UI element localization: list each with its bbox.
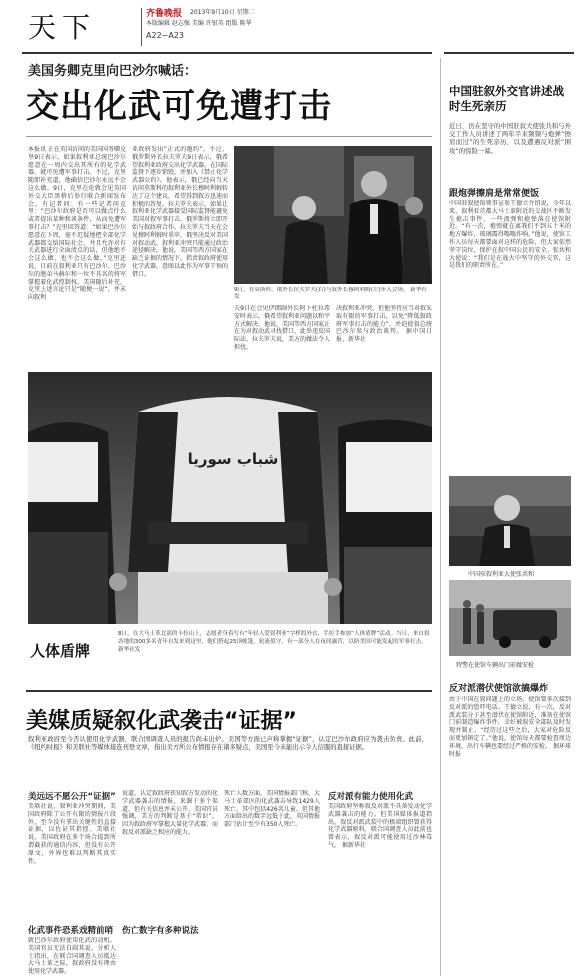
issue-date: 2013年9月10日 星期二 [190,9,255,16]
sidebar-intro: 近日，仍在坚守的中国驻叙大使张共和与外交工作人员讲述了两年半来频频与炮弹“擦肩而过”的生死亲历，以及遭遇反对派“围攻”的惊险一幕。 [449,122,571,155]
editor-credits: 本版编辑 赵志强 美编 许银英 组版 陈华 [146,20,252,27]
diplomats-photo-caption: 9日，在莫斯科，俄外长拉夫罗夫(右)与叙外长穆阿利姆(左)步入会场。 新华社发 [234,287,428,300]
ambassador-caption: 中国驻叙利亚大使张共和 [468,571,535,578]
second-lead: 叙利亚政府至今否认使用化学武器，联合国调查人员的报告尚未出炉。美国等方面已声称掌握“证据”，认定巴沙尔政府应为袭击负责。此前，《纽约时报》和美联社等媒体接连刊登文章，指出美方所公布情报存在诸多疑点，美国至今未能出示令人信服的直接证据。 [28,736,428,752]
sub-heading-2: 化武事件恐系戏精前哨 [28,926,114,936]
photo-title: 人体盾牌 [30,642,91,660]
second-column-1: 美联社说，叙利亚冲突期间，美国政府除了公开有限的情报片段外，至今没有拿出关键性的直接证据，以佐证其指控。美联社说，美国政府在多个场合提到所谓截获的通信内容，但没有公开原文，外界也难以判断其真实性。 [28,803,116,865]
sub-heading-4: 反对派有能力使用化武 [328,792,414,802]
sidebar-column-1: 中国驻叙使馆领事宣参王德立介绍说，今年以来，叙利亚首都大马士革附近的交战区不断发生炮击事件，一些流弹和炮弹落在使馆附近。“有一次，炮弹就在离我们不到五十米的地方爆炸，玻璃震得嗡嗡作响。”他说，使馆工作人员每天都要面对这样的危险，但大家依然坚守岗位，保护在叙中国公民的安全。张共和大使说：“我们是在战火中坚守的外交官，这是我们的职责所在。” [449,200,571,270]
sub-heading-3: 伤亡数字有多种说法 [122,926,199,936]
second-column-3: 说道，认定叙政府获知叙方发动的化学武器袭击的情报，来源于多个渠道，但有关信息并未公开。美国官员强调，美方的判断是基于“常识”，因为叙政府军掌握大量化学武器，而叙反对派缺乏相应的能力。 [122,790,218,836]
sidebar-sub-heading-2: 反对派潜伏使馆欲搞爆炸 [449,684,549,694]
sidebar-column-2: 由于中国在叙问题上的立场，使馆曾多次接到反对派的恐吓电话。王德立说，有一次，反对派武装分子甚至潜伏在使馆附近，准备在使馆门前制造爆炸事件，幸好被叙安全部队及时发现并制止。“经历过这些之后，大家对危险反而更加镇定了。”他说，使馆每天都要检查周边环境，出行车辆也要经过严格的安检。 据环球时报 [449,696,571,758]
lead-headline: 交出化武可免遭打击 [26,86,332,125]
lead-column-1: 本报讯 正在英国访问的美国国务卿克里9日表示，如果叙利亚总统巴沙尔愿意在一周内交出其所有的化学武器，就可免遭军事打击。不过，克里随即补充道，他确信巴沙尔永远不会这么做。9日，克里在伦敦会见英国外交大臣黑格后举行联合新闻发布会。有记者问：有一些记者问克里：“巴沙尔政府是否可以做点什么或者提出某种和谈条件，从而免遭军事打击？”克里回答道：“如果巴沙尔愿意在下周，毫不迟疑地把全部化学武器都交给国际社会，并且允许对有关武器进行全面清点的话，但他绝不会这么做，也不会这么做。”克里还说，目前在叙利亚只有巴沙尔、巴沙尔的胞弟马赫尔和一位不具名的将军掌握着化武控制权。美国随后补充，克里上述言论只是“随便一说”，并未向叙利 [28,146,126,302]
second-column-4: 死亡人数方面，美国情报部门称，大马士革郊区的化武袭击导致1429人死亡，其中包括426名儿童。但其他方面给出的数字远低于此，英国情报部门估计至少有350人死亡。 [224,790,320,829]
paper-name-logo: 齐鲁晚报 [146,9,183,19]
second-headline: 美媒质疑叙化武袭击“证据” [26,709,297,734]
ambassador-photo [449,476,571,566]
lead-column-2: 亚政府发出“正式的邀约”。不过，俄罗斯外长拉夫罗夫9日表示，俄希望叙利亚政府交出化学武器，在国际监督下逐步销毁，并加入《禁止化学武器公约》。他表示，俄已经向当天访问莫斯科的叙利亚外长穆阿利姆转达了这个建议，希望得到叙方迅速而积极的答复。拉夫罗夫表示，如果让叙利亚化学武器接受国际监督能避免美国对叙军事打击，俄罗斯将立即开始与叙政府合作。拉夫罗夫当天在会见穆阿利姆时重申，俄坚决反对美国对叙动武，叙利亚冲突只能通过政治途径解决。他说，美国等西方国家在缺乏证据的情况下，指责叙政府使用化学武器，意图以此作为军事干预的借口。 [132,146,228,278]
human-shield-photo [28,372,432,624]
page-header [0,0,580,52]
vehicle-caption: 特警在使馆车辆出门前做安检 [456,662,535,669]
header-divider [141,8,142,46]
sub-heading-1: 美远远不愿公开“证据” [28,792,116,802]
section-masthead: 天下 [28,11,97,44]
second-column-5: 美国政府坚称叙反对派不具备发动化学武器袭击的能力。但美国媒体报道指出，叙反对派武装中的极端组织曾获得化学武器原料，联合国调查人员此前也曾表示，叙反对派可能使用过沙林毒气。 据新华社 [328,803,432,849]
lead-kicker: 美国务卿克里向巴沙尔喊话： [28,64,198,79]
shirt-arabic-text: شباب سوريا [187,450,279,468]
page-numbers: A22~A23 [146,31,185,40]
headline-rule [26,136,432,137]
sidebar-sub-heading-1: 跟炮弹擦肩是常常便饭 [449,189,540,199]
header-rule-left [22,52,432,54]
human-shield-caption: 8日，在大马士革北部的卡拉山上，志愿者身着写有“年轻人爱叙利亚”字样的外衣，手拉手参加“人体盾牌”活动。当日，来自叙各地的300多名青年自发来到这里，他们搭起25顶帐篷，轮流值守，有一部分人在夜间露营，以防美国可能发起的军事打击。 新华社发 [118,631,430,653]
embassy-vehicle-photo [449,580,571,656]
lead-column-4: 决叙利亚冲突，但他坚持应当对叙采取有限的军事打击，以免“降低叙政府军事打击的能力”，并迫使叙总统巴沙尔参与政治谈判。 据中国日报、新华社 [336,305,432,344]
diplomats-photo [234,146,432,284]
column-separator [440,58,441,976]
sidebar-headline: 中国驻叙外交官讲述战时生死亲历 [449,84,564,113]
lead-column-3: 夫9日在会见伊朗副外长阿卜杜拉希安时表示，俄希望叙利亚问题以和平方式解决。他说，美国等西方国家正在为对叙动武寻找借口，此举违反国际法。拉夫罗夫说，美方的做法令人担忧。 [234,305,330,351]
header-rule-right [444,52,574,54]
section-rule [26,690,432,692]
second-column-2: 就巴沙尔政府使用化武的动机，美国官员无法自圆其说。分析人士指出，在联合国调查人员抵达大马士革之际，叙政府没有理由使用化学武器。 [28,937,116,976]
